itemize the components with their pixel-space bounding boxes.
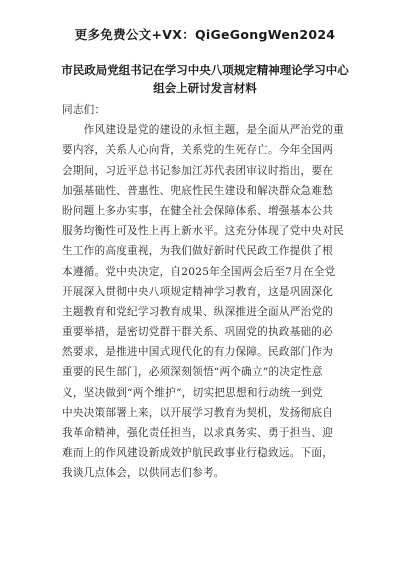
body-line: 中央决策部署上来，以开展学习教育为契机，发扬彻底自 [62,406,334,419]
body-line: 生工作的高度重视，为我们做好新时代民政工作提供了根 [62,245,334,258]
body-line: 主题教育和党纪学习教育成果、纵深推进全面从严治党的 [62,305,334,318]
body-line: 服务均衡性可及性上再上新水平。这充分体现了党中央对民 [62,225,344,238]
document-body [62,100,352,484]
body-line: 会期间，习近平总书记参加江苏代表团审议时指出，要在 [62,164,334,177]
body-line: 盼问题上多办实事，在健全社会保障体系、增强基本公共 [62,204,334,217]
body-line: 重要的民生部门，必须深刻领悟“两个确立”的决定性意 [62,366,323,379]
body-line: 义，坚决做到“两个维护”，切实把思想和行动统一到党 [62,386,323,399]
body-line: 难而上的作风建设新成效护航民政事业行稳致远。下面， [62,447,334,460]
body-line: 我谈几点体会，以供同志们参考。 [62,467,225,480]
document-title-line-1: 市民政局党组书记在学习中央八项规定精神理论学习中心 [61,63,349,77]
promo-header: 更多免费公文+VX：QiGeGongWen2024 [74,27,336,42]
body-line: 然要求，是推进中国式现代化的有力保障。民政部门作为 [62,346,334,359]
body-line: 我革命精神，强化责任担当，以求真务实、勇于担当、迎 [62,427,334,439]
body-line: 要内容，关系人心向背，关系党的生死存亡。今年全国两 [62,144,334,157]
body-line: 作风建设是党的建设的永恒主题，是全面从严治党的重 [62,124,344,137]
salutation: 同志们： [62,104,106,116]
body-line: 重要举措，是密切党群干群关系、巩固党的执政基础的必 [62,326,334,339]
body-line: 加强基础性、普惠性、兜底性民生建设和解决群众急难愁 [62,184,334,197]
body-line: 本遵循。党中央决定，自2025年全国两会后至7月在全党 [62,265,336,278]
document-title-line-2: 组会上研讨发言材料 [153,81,257,95]
body-line: 开展深入贯彻中央八项规定精神学习教育，这是巩固深化 [62,285,334,298]
